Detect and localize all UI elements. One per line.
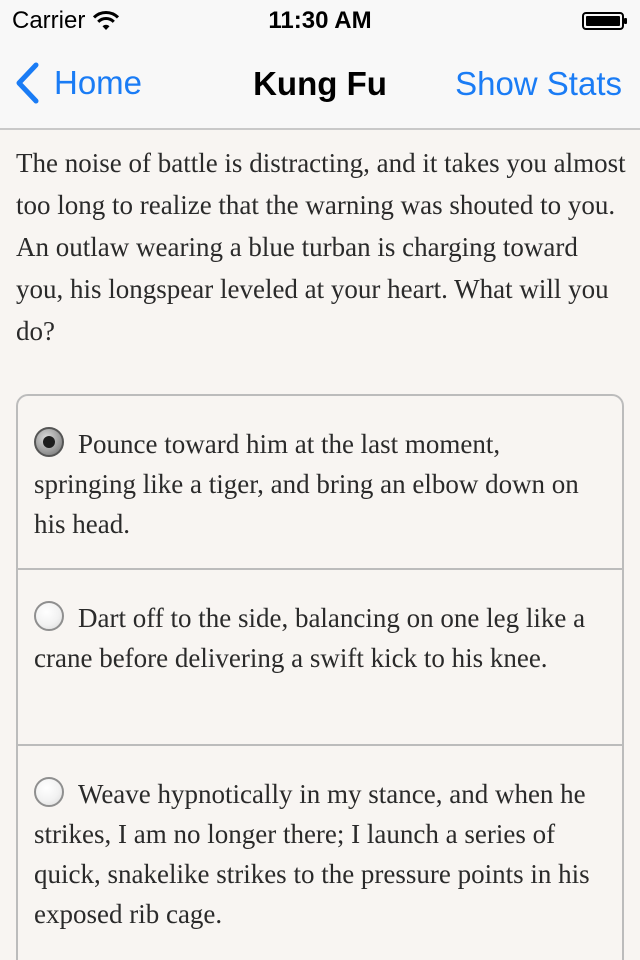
battery-full-icon xyxy=(582,12,628,30)
navigation-bar xyxy=(0,40,640,130)
radio-selected-icon[interactable] xyxy=(34,427,64,457)
radio-unselected-icon[interactable] xyxy=(34,777,64,807)
clock: 11:30 AM xyxy=(268,7,372,34)
choice-option-2[interactable] xyxy=(18,570,622,746)
choice-text: Dart off to the side, balancing on one leg like a crane before delivering a swift kick to his knee. xyxy=(34,603,586,673)
back-button-label: Home xyxy=(54,64,143,101)
choice-option-1[interactable] xyxy=(18,396,622,570)
choice-list xyxy=(16,394,624,960)
status-bar xyxy=(0,0,640,40)
choice-text: Pounce toward him at the last moment, springing like a tiger, and bring an elbow down on his head. xyxy=(34,429,579,539)
carrier-label: Carrier xyxy=(12,7,86,34)
story-text: The noise of battle is distracting, and it takes you almost too long to realize that the warning was shouted to you. An outlaw wearing a blue turban is charging toward you, his longspear leveled at your heart. What will you do? xyxy=(16,148,626,346)
choice-option-3[interactable] xyxy=(18,746,622,960)
radio-unselected-icon[interactable] xyxy=(34,601,64,631)
page-title: Kung Fu xyxy=(253,65,387,102)
show-stats-button[interactable]: Show Stats xyxy=(455,65,622,102)
choice-text: Weave hypnotically in my stance, and when he strikes, I am no longer there; I launch a series of quick, snakelike strikes to the pressure points in his exposed rib cage. xyxy=(34,779,590,929)
